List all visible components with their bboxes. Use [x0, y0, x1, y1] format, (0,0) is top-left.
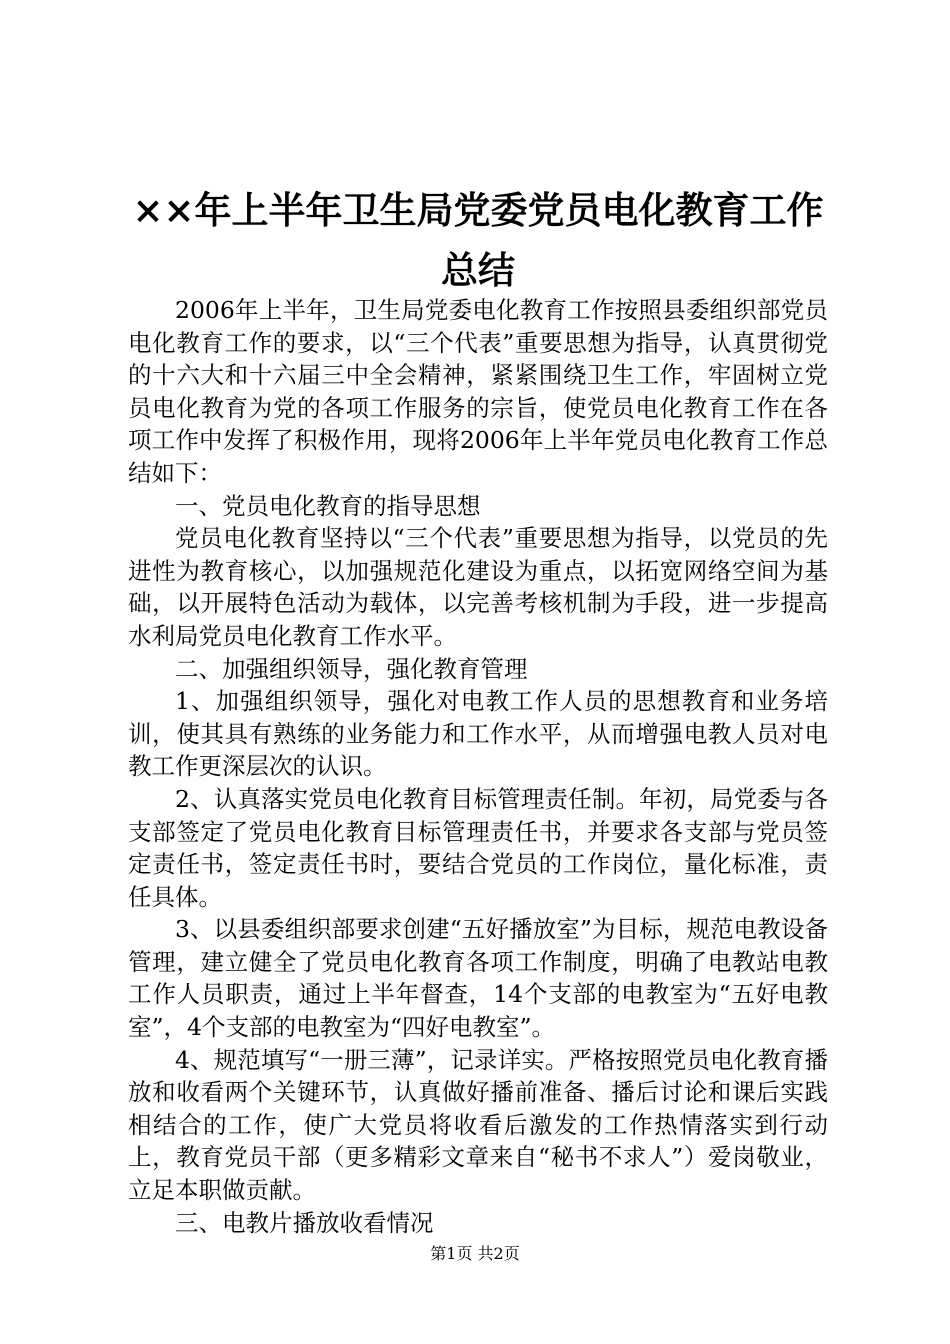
intro-paragraph: 2006年上半年，卫生局党委电化教育工作按照县委组织部党员电化教育工作的要求，以“三个代表”重要思想为指导，认真贯彻党的十六大和十六届三中全会精神，紧紧围绕卫生工作，牢固树立党员电化教育为党的各项工作服务的宗旨，使党员电化教育工作在各项工作中发挥了积极作用，现将2006年上半年党员电化教育工作总结如下：: [128, 296, 828, 487]
section-heading-2: 二、加强组织领导，强化教育管理: [175, 654, 528, 683]
section-1-paragraph: 党员电化教育坚持以“三个代表”重要思想为指导，以党员的先进性为教育核心，以加强规范化建设为重点，以拓宽网络空间为基础，以开展特色活动为载体，以完善考核机制为手段，进一步提高水利局党员电化教育工作水平。: [128, 524, 828, 650]
item-1-paragraph: 1、加强组织领导，强化对电教工作人员的思想教育和业务培训，使其具有熟练的业务能力和工作水平，从而增强电教人员对电教工作更深层次的认识。: [128, 687, 828, 781]
section-heading-3: 三、电教片播放收看情况: [175, 1208, 434, 1237]
page-number-footer: 第1页 共2页: [430, 1244, 520, 1263]
section-heading-1: 一、党员电化教育的指导思想: [175, 491, 481, 520]
item-4-paragraph: 4、规范填写“一册三薄”，记录详实。严格按照党员电化教育播放和收看两个关键环节，认真做好播前准备、播后讨论和课后实践相结合的工作，使广大党员将收看后激发的工作热情落实到行动上，教育党员干部（更多精彩文章来自“秘书不求人”）爱岗敬业，立足本职做贡献。: [128, 1045, 828, 1205]
item-2-paragraph: 2、认真落实党员电化教育目标管理责任制。年初，局党委与各支部签定了党员电化教育目标管理责任书，并要求各支部与党员签定责任书，签定责任书时，要结合党员的工作岗位，量化标准，责任具体。: [128, 784, 828, 911]
document-title: ××年上半年卫生局党委党员电化教育工作总结: [132, 188, 824, 292]
item-3-paragraph: 3、以县委组织部要求创建“五好播放室”为目标，规范电教设备管理，建立健全了党员电化教育各项工作制度，明确了电教站电教工作人员职责，通过上半年督查，14个支部的电教室为“五好电教室”，4个支部的电教室为“四好电教室”。: [128, 915, 828, 1042]
document-body: [128, 294, 828, 1239]
